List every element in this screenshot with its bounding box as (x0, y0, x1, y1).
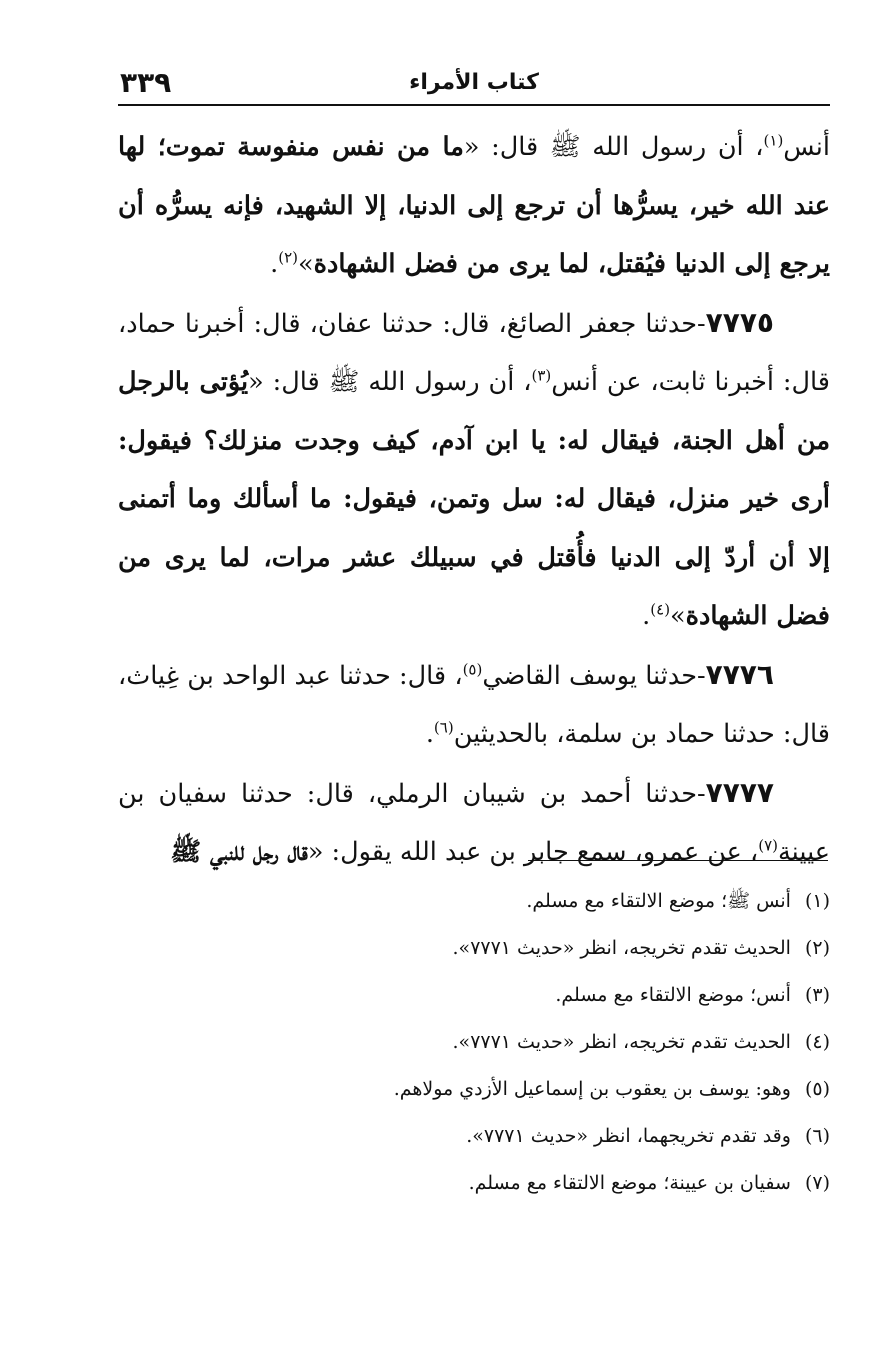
footnote-number: (٧) (804, 1172, 830, 1194)
text-run: أنس (783, 132, 830, 162)
footnote-number: (٣) (804, 984, 830, 1006)
footnote-number: (٢) (804, 937, 830, 959)
text-run: -حدثنا أحمد بن شيبان الرملي، قال: حدثنا سفيان بن عيينة (118, 778, 830, 867)
running-title: كتاب الأمراء (409, 70, 539, 95)
text-run: ، أن رسول الله ﷺ قال: « (463, 132, 764, 162)
footnote-item (118, 1113, 830, 1160)
footnote-text: أنس ﷺ؛ موضع الالتقاء مع مسلم. (526, 890, 791, 912)
footnote-ref[interactable]: (٦) (433, 718, 454, 737)
header-rule (118, 104, 830, 106)
footnote-ref[interactable]: (٢) (278, 248, 298, 267)
footnote-item (118, 972, 830, 1019)
footnote-item (118, 878, 830, 925)
text-run: -حدثنا يوسف القاضي (482, 660, 706, 691)
footnote-ref[interactable]: (٥) (462, 660, 483, 678)
footnotes (118, 878, 830, 1207)
footnote-text: الحديث تقدم تخريجه، انظر «حديث ٧٧٧١». (452, 1031, 791, 1053)
paragraph-1 (118, 118, 830, 294)
footnote-number: (١) (804, 890, 830, 912)
footnote-number: (٤) (804, 1031, 830, 1053)
text-run: . (425, 719, 434, 749)
footnote-text: أنس؛ موضع الالتقاء مع مسلم. (555, 984, 791, 1006)
text-run: ، أن رسول الله ﷺ قال: « (248, 367, 532, 397)
footnote-number: (٦) (804, 1125, 830, 1147)
footnote-number: (٥) (804, 1078, 830, 1100)
hadith-number: ٧٧٧٥ (705, 305, 774, 339)
text-run: ، عن عمرو، سمع جابر بن عبد الله يقول: « (307, 837, 759, 867)
footnote-item (118, 1160, 830, 1207)
paragraph-7777 (118, 764, 830, 882)
text-run: . (642, 601, 651, 631)
text-run: » (298, 249, 314, 279)
footnote-text: وقد تقدم تخريجهما، انظر «حديث ٧٧٧١». (466, 1125, 791, 1147)
hadith-number: ٧٧٧٧ (705, 775, 774, 809)
footnote-ref[interactable]: (٣) (531, 366, 552, 385)
hadith-text: ما من نفس منفوسة تموت؛ لها عند الله خير، يسرُّها أن ترجع إلى الدنيا، إلا الشهيد، فإنه يسرُّه أن يرجع إلى الدنيا فيُقتل، لما يرى من فضل الشهادة (118, 132, 830, 279)
paragraph-7776 (118, 646, 830, 764)
page-number: ٣٣٩ (120, 66, 172, 99)
footnote-item (118, 1019, 830, 1066)
footnote-text: الحديث تقدم تخريجه، انظر «حديث ٧٧٧١». (452, 937, 791, 959)
footnote-item (118, 925, 830, 972)
hadith-text: قال رجل للنبي ﷺ (170, 837, 308, 867)
footnote-separator (528, 860, 828, 861)
hadith-text: يُؤتى بالرجل من أهل الجنة، فيقال له: يا ابن آدم، كيف وجدت منزلك؟ فيقول: أرى خير منزل، فيقال له: سل وتمن، فيقول: ما أسألك وما أتمنى إلا أن أردّ إلى الدنيا فأُقتل في سبيلك عشر مرات، لما يرى من فضل الشهادة (118, 367, 830, 631)
main-text (118, 118, 830, 882)
footnote-text: وهو: يوسف بن يعقوب بن إسماعيل الأزدي مولاهم. (393, 1078, 791, 1100)
paragraph-7775 (118, 294, 830, 646)
footnote-ref[interactable]: (١) (763, 131, 784, 150)
footnote-ref[interactable]: (٤) (650, 600, 671, 619)
hadith-number: ٧٧٧٦ (705, 657, 774, 691)
text-run: -حدثنا جعفر الصائغ، قال: حدثنا عفان، قال: أخبرنا حماد، قال: أخبرنا ثابت، عن أنس (118, 308, 830, 397)
footnote-item (118, 1066, 830, 1113)
text-run: » (670, 601, 686, 631)
text-run: . (270, 249, 279, 279)
footnote-ref[interactable]: (٧) (758, 836, 779, 855)
text-run: ، قال: حدثنا عبد الواحد بن غِياث، قال: حدثنا حماد بن سلمة، بالحديثين (118, 660, 830, 749)
page-header (118, 66, 830, 106)
footnote-text: سفيان بن عيينة؛ موضع الالتقاء مع مسلم. (468, 1172, 791, 1194)
